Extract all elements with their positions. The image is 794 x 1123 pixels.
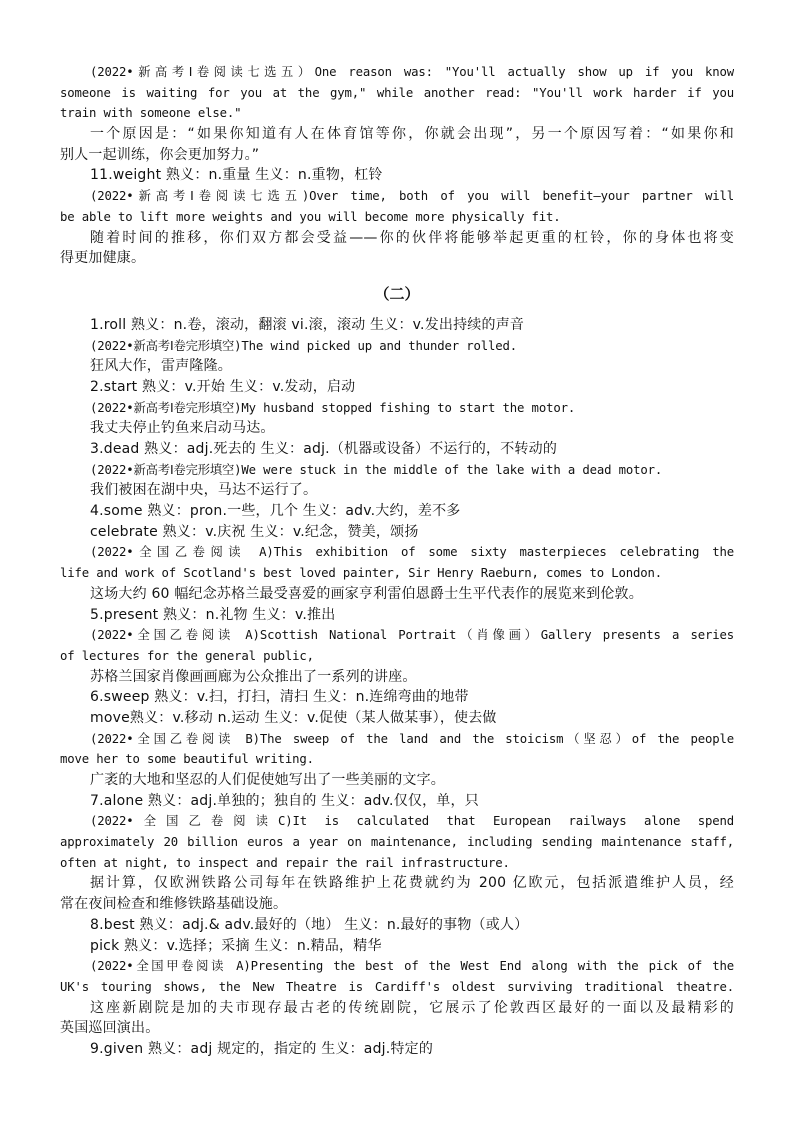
translation: 我们被困在湖中央，马达不运行了。: [90, 482, 318, 499]
example-sentence-cont: often at night, to inspect and repair the rail infrastructure.: [60, 855, 510, 870]
vocab-entry-move: move熟义：v.移动 n.运动 生义：v.促使（某人做某事），使去做: [90, 709, 497, 726]
translation: 这座新剧院是加的夫市现存最古老的传统剧院，它展示了伦敦西区最好的一面以及最精彩的: [90, 999, 734, 1016]
translation-cont: 得更加健康。: [60, 250, 146, 267]
vocab-entry-some: 4.some 熟义：pron.一些，几个 生义：adv.大约，差不多: [90, 503, 461, 520]
translation: 一个原因是：“如果你知道有人在体育馆等你，你就会出现”，另一个原因写着：“如果你和: [90, 126, 734, 143]
example-sentence: (2022•全国乙卷阅读C)It is calculated that European railways alone spend: [90, 814, 734, 829]
vocab-entry-celebrate: celebrate 熟义：v.庆祝 生义：v.纪念，赞美，颂扬: [90, 523, 419, 540]
section-heading: （二）: [374, 284, 420, 303]
translation: 这场大约 60 幅纪念苏格兰最受喜爱的画家亨利雷伯恩爵士生平代表作的展览来到伦敦。: [90, 585, 643, 602]
vocab-entry-given: 9.given 熟义：adj 规定的，指定的 生义：adj.特定的: [90, 1040, 434, 1057]
vocab-entry-weight: 11.weight 熟义：n.重量 生义：n.重物，杠铃: [90, 167, 383, 184]
vocab-entry-start: 2.start 熟义：v.开始 生义：v.发动，启动: [90, 378, 356, 395]
example-sentence: (2022•新高考Ⅰ卷完形填空)The wind picked up and thunder rolled.: [90, 338, 518, 353]
translation: 狂风大作，雷声隆隆。: [90, 358, 232, 375]
example-sentence: (2022•新高考Ⅰ卷阅读七选五）One reason was: "You'll actually show up if you know: [90, 65, 734, 79]
example-sentence-cont: of lectures for the general public,: [60, 648, 314, 663]
example-sentence: (2022•全国乙卷阅读 B)The sweep of the land and the stoicism（坚忍）of the people: [90, 731, 734, 746]
example-sentence: (2022•新高考Ⅰ卷阅读七选五)Over time, both of you will benefit—your partner will: [90, 189, 734, 204]
example-sentence: (2022•新高考Ⅰ卷完形填空)We were stuck in the middle of the lake with a dead motor.: [90, 462, 663, 477]
example-sentence-cont: move her to some beautiful writing.: [60, 752, 314, 767]
example-sentence-cont: UK's touring shows, the New Theatre is Cardiff's oldest surviving traditional theatre.: [60, 979, 734, 994]
translation-cont: 常在夜间检查和维修铁路基础设施。: [60, 896, 288, 913]
translation: 我丈夫停止钓鱼来启动马达。: [90, 420, 275, 437]
vocab-entry-best: 8.best 熟义：adj.& adv.最好的（地） 生义：n.最好的事物（或人）: [90, 916, 529, 933]
example-sentence: (2022•全国乙卷阅读 A)This exhibition of some sixty masterpieces celebrating the: [90, 545, 734, 560]
translation-cont: 英国巡回演出。: [60, 1020, 160, 1037]
vocab-entry-present: 5.present 熟义：n.礼物 生义：v.推出: [90, 606, 336, 623]
example-sentence-cont: approximately 20 billion euros a year on maintenance, including sending maintenance staff,: [60, 835, 734, 850]
translation: 苏格兰国家肖像画画廊为公众推出了一系列的讲座。: [90, 668, 417, 685]
example-sentence-cont: someone is waiting for you at the gym," while another read: "You'll work harder if you: [60, 85, 734, 100]
translation-cont: 别人一起训练，你会更加努力。”: [60, 146, 260, 163]
example-sentence-cont: be able to lift more weights and you will become more physically fit.: [60, 209, 561, 224]
vocab-entry-alone: 7.alone 熟义：adj.单独的；独自的 生义：adv.仅仅，单，只: [90, 792, 479, 809]
example-sentence: (2022•新高考Ⅰ卷完形填空)My husband stopped fishing to start the motor.: [90, 400, 576, 415]
example-sentence: (2022•全国甲卷阅读 A)Presenting the best of the West End along with the pick of the: [90, 959, 734, 974]
example-sentence-cont: life and work of Scotland's best loved painter, Sir Henry Raeburn, comes to London.: [60, 566, 663, 581]
translation: 广袤的大地和坚忍的人们促使她写出了一些美丽的文字。: [90, 772, 445, 788]
example-sentence-cont: train with someone else.": [60, 106, 242, 121]
document-body: [60, 62, 734, 1060]
vocab-entry-sweep: 6.sweep 熟义：v.扫，打扫，清扫 生义：n.连绵弯曲的地带: [90, 689, 469, 706]
example-sentence: (2022•全国乙卷阅读 A)Scottish National Portrait（肖像画）Gallery presents a series: [90, 628, 734, 643]
translation: 据计算，仅欧洲铁路公司每年在铁路维护上花费就约为 200 亿欧元，包括派遣维护人员，经: [90, 875, 734, 892]
vocab-entry-roll: 1.roll 熟义：n.卷，滚动，翻滚 vi.滚，滚动 生义：v.发出持续的声音: [90, 316, 525, 333]
vocab-entry-pick: pick 熟义：v.选择；采摘 生义：n.精品，精华: [90, 937, 382, 954]
vocab-entry-dead: 3.dead 熟义：adj.死去的 生义：adj.（机器或设备）不运行的，不转动的: [90, 441, 558, 457]
translation: 随着时间的推移，你们双方都会受益——你的伙伴将能够举起更重的杠铃，你的身体也将变: [90, 229, 734, 246]
